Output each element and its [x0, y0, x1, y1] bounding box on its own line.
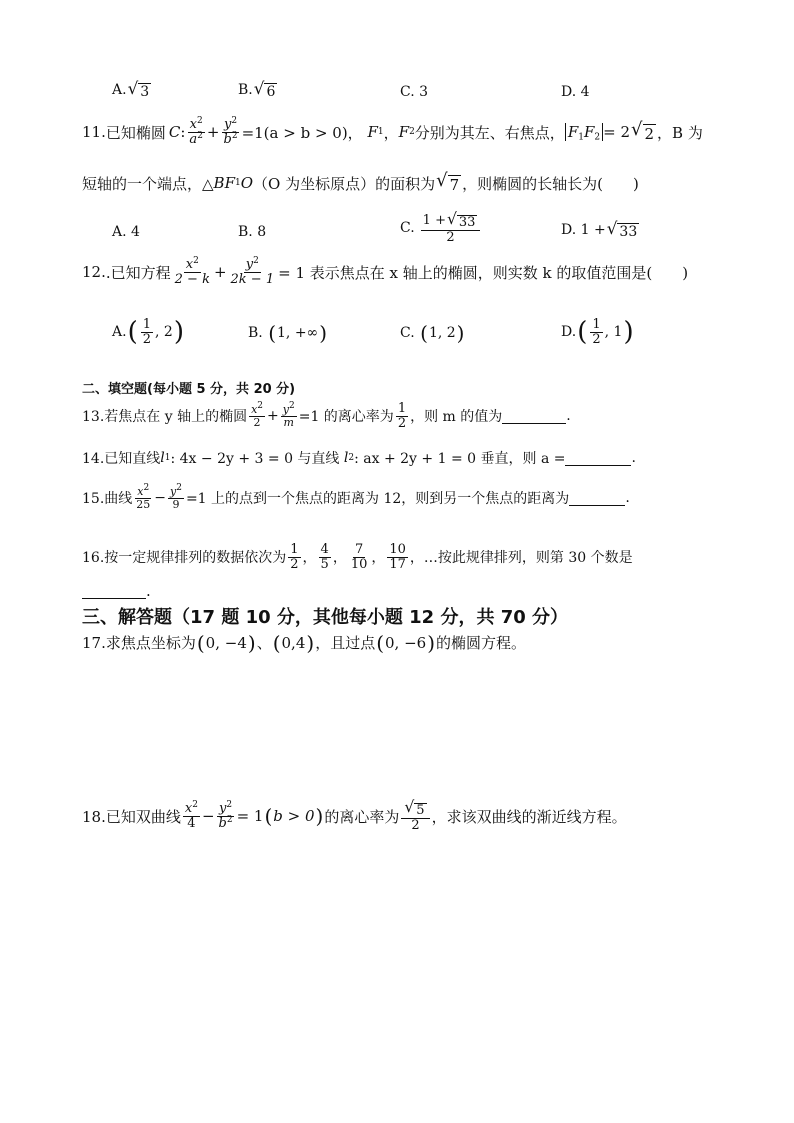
- fraction: $\frac{x^2}{a^2}$: [189, 116, 203, 147]
- question-16-line-1: 16.按一定规律排列的数据依次为 $\frac{1}{2}$ ， $\frac{4}{5}$ ， $\frac{7}{10}$ ， $\frac{10}{17}$ ，…按此规律排列，则第 30 个数是: [82, 542, 633, 572]
- fraction: $\frac{7}{10}$: [350, 542, 368, 572]
- question-18: 18.已知双曲线 $\frac{x^2}{4}$ − $\frac{y^2}{b^2}$ = 1 ( b > 0 ) 的离心率为 √ 5 2 ，求该双曲线的渐近线方程。: [82, 798, 627, 833]
- fraction: $\frac{1}{2}$: [592, 317, 601, 347]
- question-13: 13.若焦点在 y 轴上的椭圆 $\frac{x^2}{2}$ + $\frac{y^2}{m}$ =1 的离心率为 $\frac{1}{2}$ ，则 m 的值为 .: [82, 401, 571, 431]
- fraction: $\frac{10}{17}$: [389, 542, 406, 572]
- q10-option-c: C. 3: [400, 84, 429, 100]
- sqrt-symbol: √ 3: [127, 78, 150, 100]
- q11-option-a: A. 4: [112, 224, 140, 240]
- absolute-value: $F_1F_2$: [565, 123, 603, 141]
- fraction: $\frac{4}{5}$: [320, 542, 329, 572]
- question-12: 12. .已知方程 $\frac{x^2}{2 - k}$ + $\frac{y^2}{2k - 1}$ = 1 表示焦点在 x 轴上的椭圆，则实数 k 的取值范围是( ): [82, 256, 689, 287]
- q12-option-d: D. ( $\frac{1}{2}$ , 1 ): [561, 317, 634, 348]
- section-3-heading: 三、解答题（17 题 10 分，其他每小题 12 分，共 70 分）: [82, 607, 569, 628]
- q12-option-a: A. ( $\frac{1}{2}$ , 2 ): [112, 317, 184, 348]
- question-14: 14.已知直线 l 1 : 4x − 2y + 3 = 0 与直线 l 2 : ax + 2y + 1 = 0 垂直，则 a = .: [82, 450, 636, 467]
- fraction: $\frac{1}{2}$: [290, 542, 299, 572]
- question-11-line-1: 11. 已知椭圆 C : $\frac{x^2}{a^2}$ + $\frac{y^2}{b^2}$ =1(a > b > 0)， F 1 ， F 2 分别为其左、右焦点， $F_1F_2$ = 2 √ 2 ，B 为: [82, 116, 703, 147]
- q10-option-b: B. √ 6: [238, 78, 276, 100]
- sqrt-symbol: √ 2: [631, 119, 655, 144]
- fraction: $\frac{1}{2}$: [397, 401, 407, 431]
- sqrt-symbol: √ 33: [606, 218, 638, 240]
- question-15: 15.曲线 $\frac{x^2}{25}$ − $\frac{y^2}{9}$ =1 上的点到一个焦点的距离为 12，则到另一个焦点的距离为 .: [82, 483, 630, 511]
- answer-blank[interactable]: [82, 584, 146, 599]
- q11-option-b: B. 8: [238, 224, 267, 240]
- q12-option-b: B. ( 1, +∞ ): [248, 321, 328, 345]
- q11-option-c: C. 1 + √ 33 2: [400, 212, 482, 244]
- fraction: $\frac{1}{2}$: [142, 317, 151, 347]
- fraction: $\frac{y^2}{2k - 1}$: [230, 256, 275, 287]
- question-17: 17.求焦点坐标为 ( 0, −4 ) 、 ( 0,4 ) ，且过点 ( 0, −6 ) 的椭圆方程。: [82, 630, 527, 655]
- q10-option-a: A. √ 3: [112, 78, 150, 100]
- fraction: $\frac{x^2}{2}$: [251, 401, 264, 429]
- q12-option-c: C. ( 1, 2 ): [400, 321, 465, 345]
- answer-blank[interactable]: [569, 491, 625, 506]
- fraction: $\frac{x^2}{4}$: [184, 800, 198, 831]
- sqrt-symbol: √ 6: [253, 78, 276, 100]
- fraction: 1 + √ 33 2: [421, 212, 481, 244]
- q11-option-d: D. 1 + √ 33: [561, 218, 638, 240]
- answer-blank[interactable]: [565, 451, 631, 466]
- question-11-line-2: 短轴的一个端点，△ BF 1 O （O 为坐标原点）的面积为 √ 7 ，则椭圆的长轴长为( ): [82, 170, 639, 194]
- fraction: √ 5 2: [401, 800, 429, 832]
- fraction: $\frac{y^2}{9}$: [170, 483, 182, 511]
- sqrt-symbol: √ 7: [436, 170, 460, 194]
- fraction: $\frac{y^2}{b^2}$: [218, 800, 233, 831]
- fraction: $\frac{x^2}{25}$: [136, 483, 151, 511]
- q10-option-d: D. 4: [561, 84, 590, 100]
- fraction: $\frac{y^2}{m}$: [282, 401, 295, 429]
- answer-blank[interactable]: [502, 409, 566, 424]
- question-16-line-2: .: [82, 582, 151, 600]
- fraction: $\frac{x^2}{2 - k}$: [174, 256, 210, 287]
- section-2-heading: 二、填空题(每小题 5 分，共 20 分): [82, 382, 296, 397]
- fraction: $\frac{y^2}{b^2}$: [223, 116, 238, 147]
